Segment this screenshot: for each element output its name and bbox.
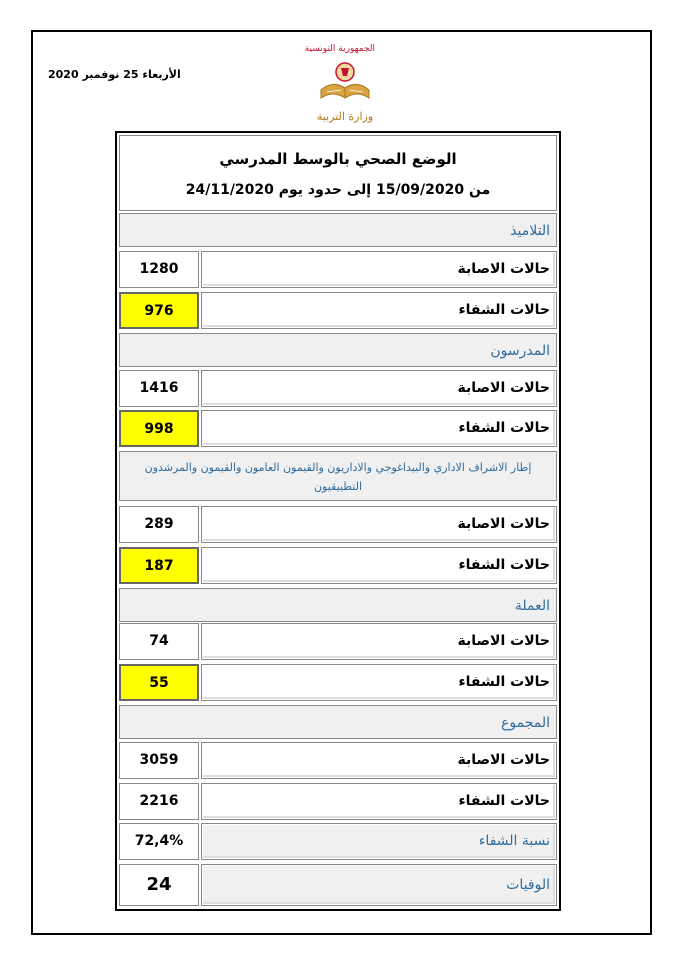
row-label: الوفيات xyxy=(201,864,557,906)
table-row xyxy=(119,547,557,584)
table-row xyxy=(119,623,557,660)
emblem-icon xyxy=(317,54,373,110)
row-value: 1280 xyxy=(119,251,199,288)
table-row xyxy=(119,410,557,447)
row-label: حالات الشفاء xyxy=(201,410,557,447)
row-value-highlighted: 976 xyxy=(119,292,199,329)
row-label: حالات الاصابة xyxy=(201,623,557,660)
section-workers: العملة xyxy=(119,588,557,622)
table-row xyxy=(119,664,557,701)
row-value: 1416 xyxy=(119,370,199,407)
table-row xyxy=(119,506,557,543)
report-date: الأربعاء 25 نوفمبر 2020 xyxy=(48,68,181,81)
table-row xyxy=(119,783,557,820)
row-value: 2216 xyxy=(119,783,199,820)
row-label: نسبة الشفاء xyxy=(201,823,557,860)
table-header xyxy=(119,135,557,211)
ministry-logo xyxy=(304,44,383,128)
republic-title: الجمهورية التونسية xyxy=(304,44,375,54)
table-period: من 15/09/2020 إلى حدود يوم 24/11/2020 xyxy=(185,182,491,198)
row-label: حالات الاصابة xyxy=(201,251,557,288)
row-label: حالات الشفاء xyxy=(201,783,557,820)
table-row xyxy=(119,370,557,407)
table-row xyxy=(119,864,557,906)
ministry-name: وزارة التربية xyxy=(316,110,374,123)
table-row xyxy=(119,292,557,329)
row-value-highlighted: 187 xyxy=(119,547,199,584)
section-teachers: المدرسون xyxy=(119,333,557,367)
row-value: 74 xyxy=(119,623,199,660)
table-row xyxy=(119,823,557,860)
row-label: حالات الاصابة xyxy=(201,506,557,543)
section-staff: إطار الاشراف الاداري والبيداغوجي والاداريون والقيمون العامون والقيمون والمرشدون التطبيقيون xyxy=(119,451,557,501)
row-value-highlighted: 55 xyxy=(119,664,199,701)
row-value: 289 xyxy=(119,506,199,543)
table-title: الوضع الصحي بالوسط المدرسي xyxy=(219,150,457,168)
row-label: حالات الشفاء xyxy=(201,292,557,329)
row-label: حالات الشفاء xyxy=(201,664,557,701)
section-students: التلاميذ xyxy=(119,213,557,247)
health-status-table xyxy=(115,131,561,911)
row-value: 24 xyxy=(119,864,199,906)
table-row xyxy=(119,742,557,779)
row-value: 72,4% xyxy=(119,823,199,860)
table-row xyxy=(119,251,557,288)
row-label: حالات الشفاء xyxy=(201,547,557,584)
row-value-highlighted: 998 xyxy=(119,410,199,447)
row-label: حالات الاصابة xyxy=(201,370,557,407)
row-value: 3059 xyxy=(119,742,199,779)
row-label: حالات الاصابة xyxy=(201,742,557,779)
section-total: المجموع xyxy=(119,705,557,739)
